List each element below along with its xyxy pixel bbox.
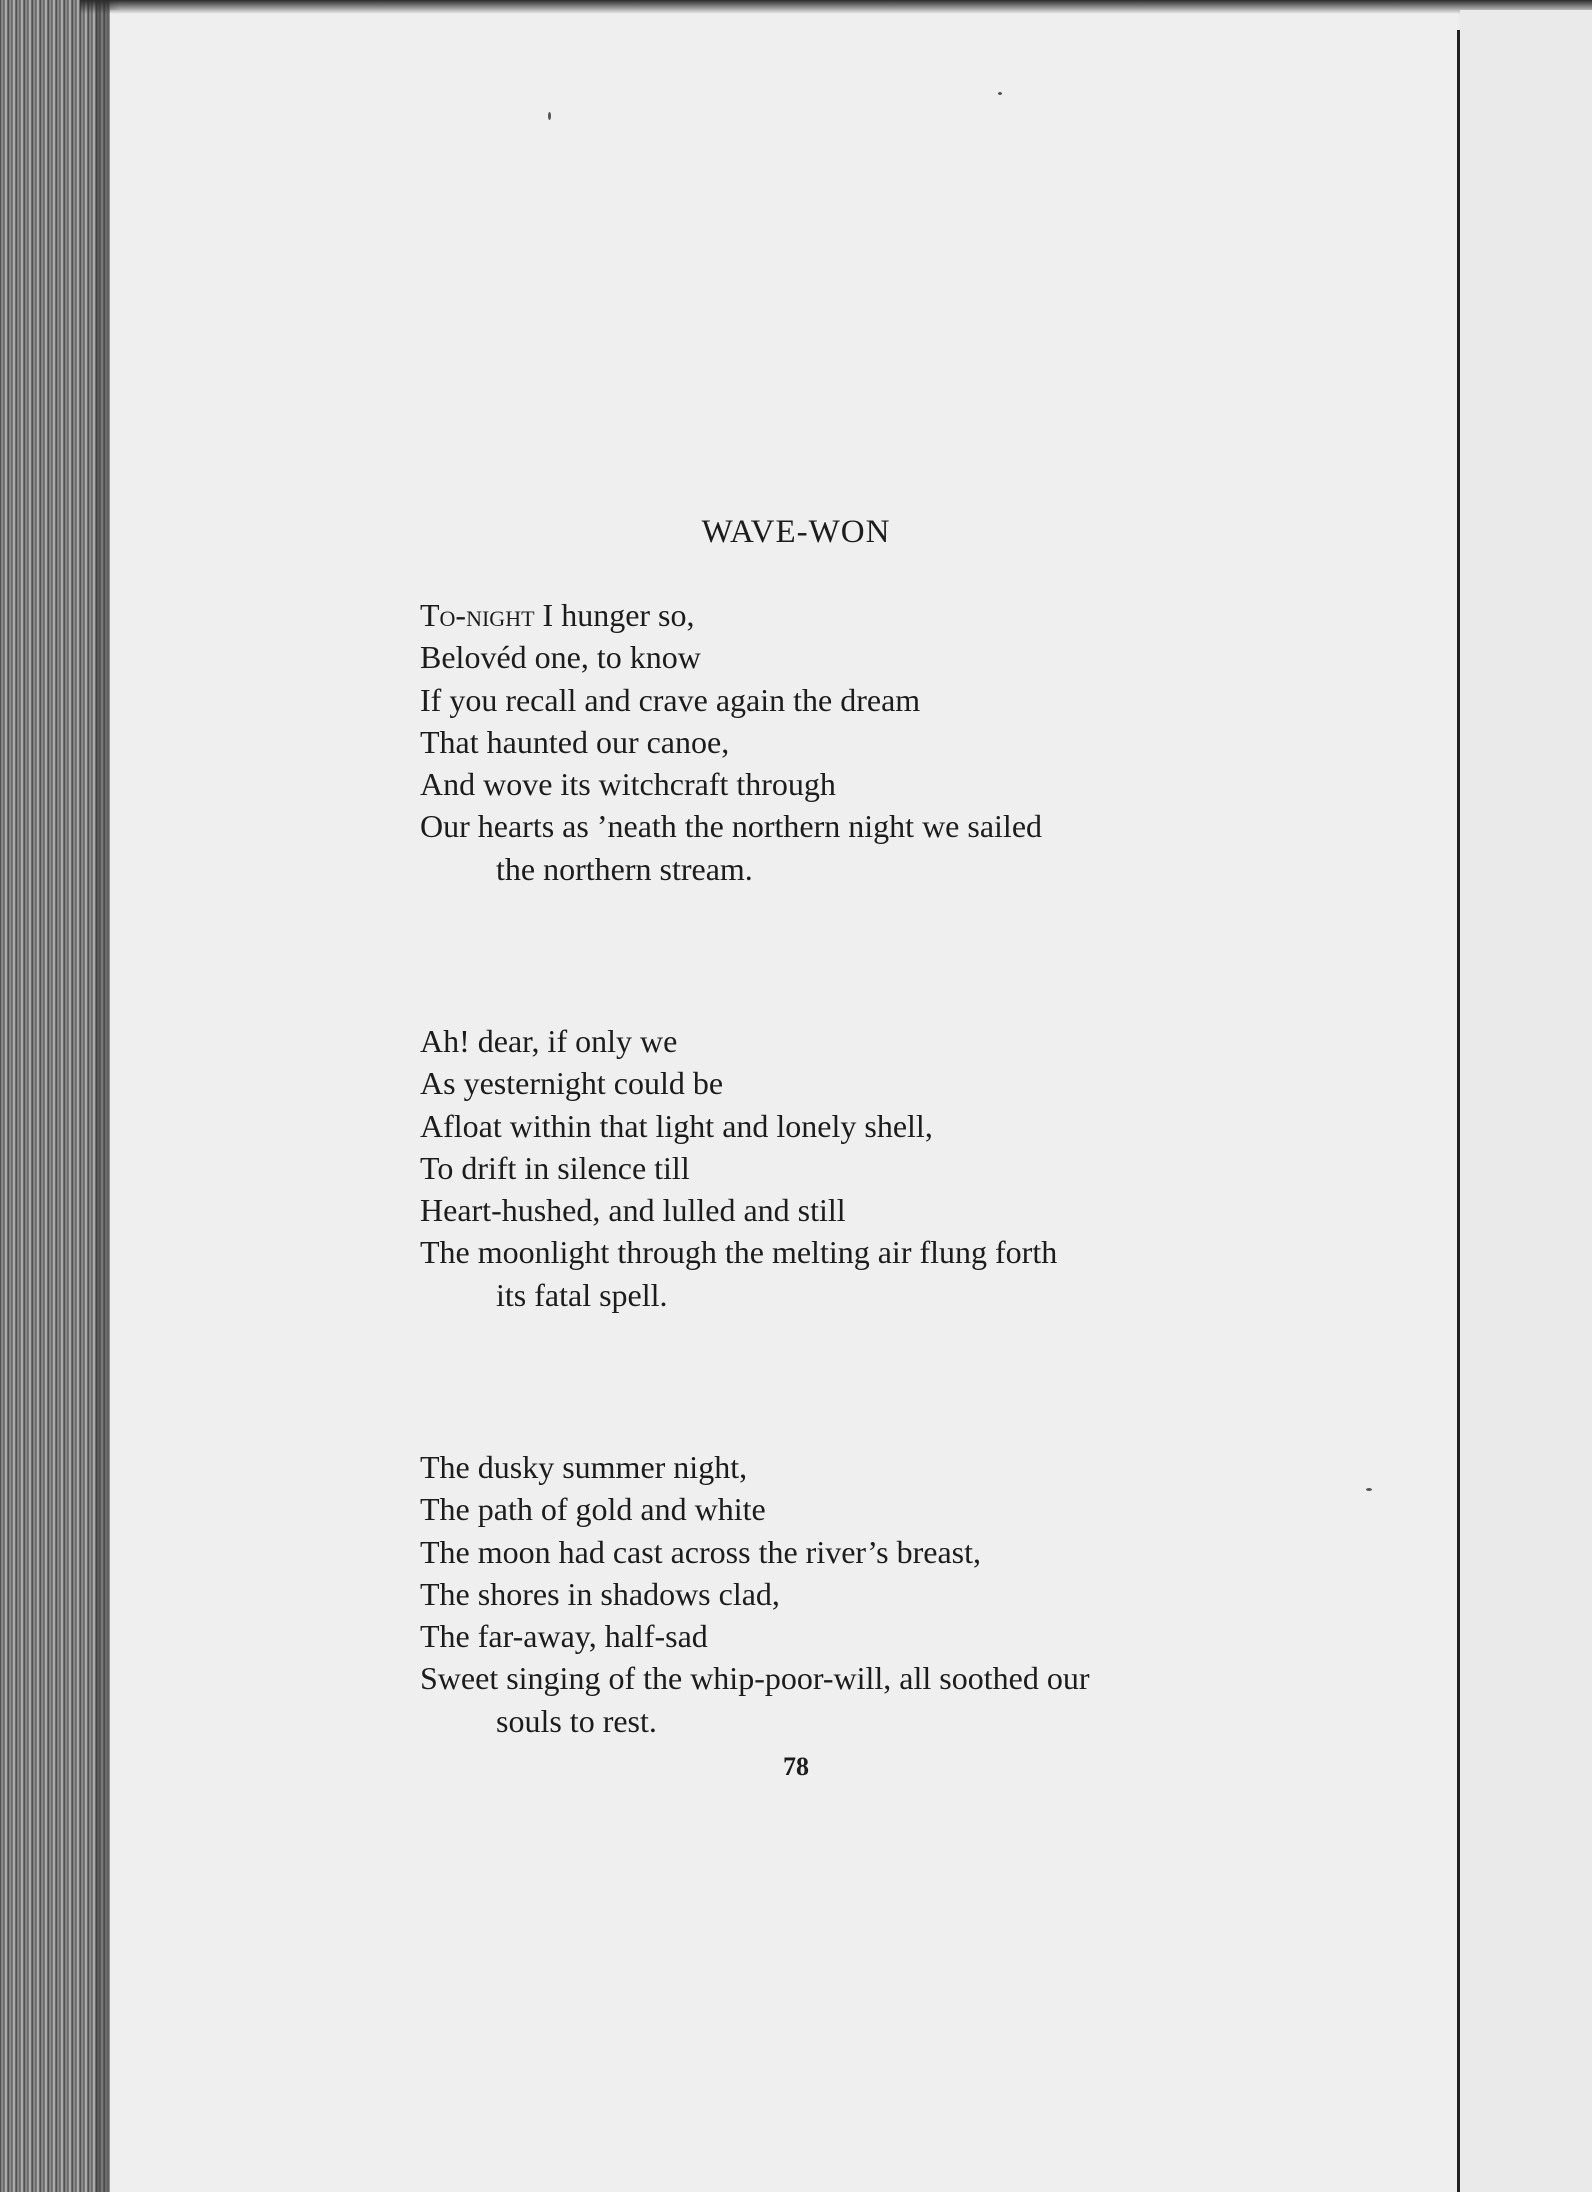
poem-line: The dusky summer night, [420, 1449, 748, 1485]
poem-line: If you recall and crave again the dream [420, 681, 921, 718]
line-text: I hunger so, [534, 597, 695, 633]
poem-line: To drift in silence till [420, 1149, 690, 1186]
poem-line: The path of gold and white [420, 1491, 766, 1528]
poem-line: Our hearts as ’neath the northern night we sailed [420, 808, 1043, 845]
poem-line-continuation: the northern stream. [496, 850, 753, 887]
poem-line: Belovéd one, to know [420, 639, 701, 676]
poem-line: The shores in shadows clad, [420, 1575, 780, 1612]
poem-line-continuation: its fatal spell. [496, 1276, 668, 1313]
facing-page-edge [1460, 10, 1592, 2192]
poem-line: The moonlight through the melting air flung forth [420, 1234, 1058, 1271]
paper-speck [548, 112, 551, 120]
poem-line: As yesternight could be [420, 1065, 724, 1102]
book-gutter-line [1457, 30, 1460, 2192]
stanza-2 [420, 1020, 1260, 1316]
poem-line-continuation: souls to rest. [496, 1702, 657, 1739]
poem-line: Sweet singing of the whip-poor-will, all soothed our [420, 1660, 1090, 1697]
book-page-edges [0, 0, 110, 2192]
poem-line: Afloat within that light and lonely shell, [420, 1107, 933, 1144]
small-caps-word: To-night [420, 597, 535, 633]
poem-line: The far-away, half-sad [420, 1618, 708, 1655]
poem-line: That haunted our canoe, [420, 723, 730, 760]
poem-line: Heart-hushed, and lulled and still [420, 1192, 846, 1229]
top-shadow [80, 0, 1592, 14]
stanza-1 [420, 594, 1260, 890]
poem-title: WAVE-WON [701, 514, 891, 550]
poem-line: And wove its witchcraft through [420, 766, 836, 803]
paper-speck [1366, 1488, 1372, 1491]
stanza-3 [420, 1446, 1260, 1742]
poem-line: The moon had cast across the river’s breast, [420, 1533, 981, 1570]
poem-line: Ah! dear, if only we [420, 1023, 678, 1059]
paper-speck [998, 92, 1002, 95]
poem-line [420, 594, 1260, 636]
page-number: 78 [783, 1752, 809, 1781]
